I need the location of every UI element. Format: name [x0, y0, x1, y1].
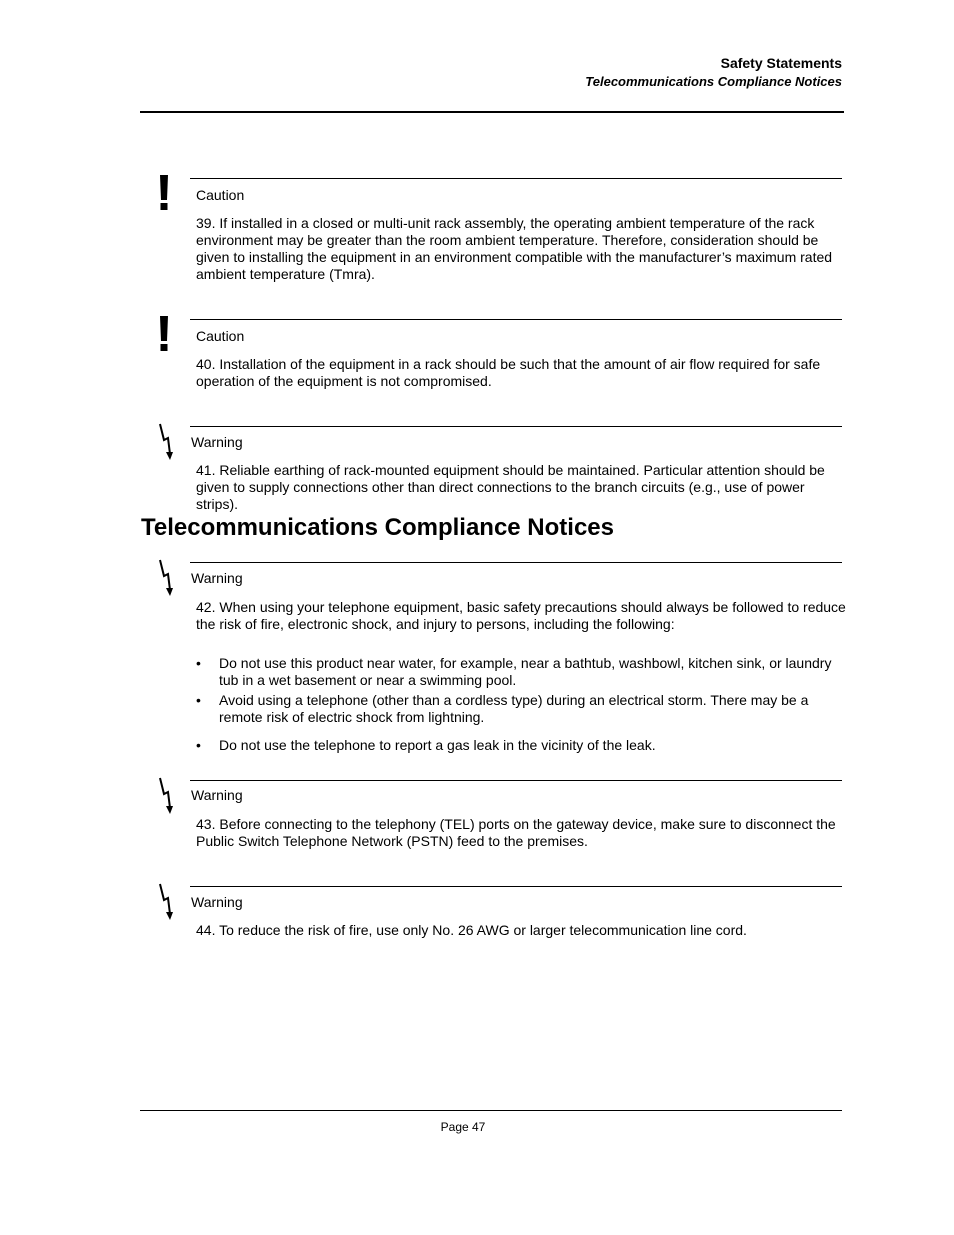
- notice-divider: [190, 886, 842, 887]
- notice-text: 44. To reduce the risk of fire, use only No. 26 AWG or larger telecommunication line cord.: [196, 922, 747, 938]
- notice-text: 43. Before connecting to the telephony (TEL) ports on the gateway device, make sure to disconnect the Public Switch Telephone Network (PSTN) feed to the premises.: [196, 816, 836, 849]
- header-title: Safety Statements: [720, 55, 842, 71]
- notice-label: Warning: [191, 787, 243, 803]
- header-subtitle: Telecommunications Compliance Notices: [585, 74, 842, 89]
- notice-label: Warning: [191, 570, 243, 586]
- notice-text: 40. Installation of the equipment in a rack should be such that the amount of air flow required for safe operation of the equipment is not compromised.: [196, 356, 821, 389]
- notice-label: Caution: [196, 187, 245, 203]
- footer-divider: [140, 1110, 842, 1111]
- exclamation-icon: [157, 175, 171, 215]
- list-item-text: Do not use this product near water, for example, near a bathtub, washbowl, kitchen sink, or laundry tub in a wet basement or near a swimming pool.: [219, 655, 832, 688]
- lightning-bolt-icon: [155, 776, 179, 816]
- list-item-text: Avoid using a telephone (other than a cordless type) during an electrical storm. There may be a remote risk of electric shock from lightning.: [219, 692, 809, 725]
- notice-label: Caution: [196, 328, 245, 344]
- notice-text: 41. Reliable earthing of rack-mounted equipment should be maintained. Particular attention should be given to supply connections other than direct connections to the branch circuits (e.g., use of power strips).: [196, 462, 825, 512]
- header-divider: [140, 111, 844, 113]
- notice-label: Warning: [191, 894, 243, 910]
- bullet-marker: •: [196, 692, 201, 708]
- notice-divider: [190, 562, 842, 563]
- section-heading: Telecommunications Compliance Notices: [141, 514, 615, 541]
- bullet-marker: •: [196, 737, 201, 753]
- notice-divider: [190, 178, 842, 179]
- notice-divider: [190, 780, 842, 781]
- notice-divider: [190, 426, 842, 427]
- lightning-bolt-icon: [155, 882, 179, 922]
- list-item-text: Do not use the telephone to report a gas leak in the vicinity of the leak.: [219, 737, 656, 753]
- bullet-marker: •: [196, 655, 201, 671]
- notice-text: 39. If installed in a closed or multi-unit rack assembly, the operating ambient temperature of the rack environment may be greater than the room ambient temperature. Therefore, consideration should be given to installing the equipment in an environment compatible with the manufacturer’s maximum rated ambient temperature (Tmra).: [196, 215, 833, 282]
- exclamation-icon: [157, 316, 171, 356]
- notice-text: 42. When using your telephone equipment, basic safety precautions should always be followed to reduce the risk of fire, electronic shock, and injury to persons, including the following:: [196, 599, 846, 632]
- page-number: Page 47: [440, 1120, 486, 1134]
- notice-divider: [190, 319, 842, 320]
- lightning-bolt-icon: [155, 558, 179, 598]
- notice-label: Warning: [191, 434, 243, 450]
- lightning-bolt-icon: [155, 422, 179, 462]
